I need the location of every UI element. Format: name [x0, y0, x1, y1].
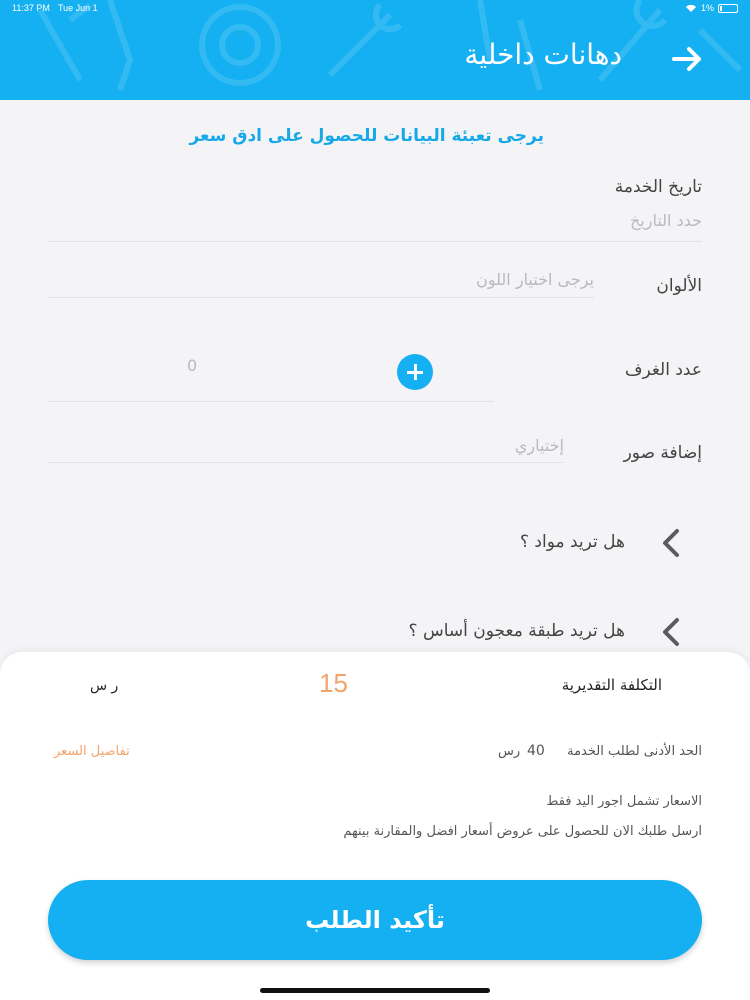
service-date-field[interactable]: حدد التاريخ	[629, 211, 702, 230]
price-details-link[interactable]: تفاصيل السعر	[54, 744, 130, 759]
base-coat-question: هل تريد طبقة معجون أساس ؟	[408, 621, 625, 641]
add-room-button[interactable]	[397, 354, 433, 390]
status-bar	[0, 3, 750, 17]
estimated-cost-value: 15	[319, 668, 348, 698]
status-date: Tue Jun 1	[58, 3, 98, 13]
status-time: 11:37 PM	[12, 3, 50, 13]
confirm-order-button[interactable]: تأكيد الطلب	[48, 880, 702, 960]
cost-summary-sheet	[0, 652, 750, 1000]
currency-label: ر س	[90, 678, 119, 694]
min-order-unit: رس	[498, 744, 521, 759]
min-order-value: 40	[527, 743, 545, 759]
photos-underline	[48, 462, 564, 463]
materials-question: هل تريد مواد ؟	[519, 532, 625, 552]
home-indicator[interactable]	[260, 988, 490, 993]
colors-field[interactable]: يرجى اختيار اللون	[476, 270, 594, 289]
battery-icon	[718, 4, 738, 13]
rooms-underline	[48, 401, 494, 402]
arrow-right-icon[interactable]	[670, 42, 704, 76]
offers-note: ارسل طلبك الان للحصول على عروض أسعار افضل والمقارنة بينهم	[343, 824, 702, 839]
rooms-label: عدد الغرف	[624, 360, 702, 380]
rooms-count: 0	[187, 356, 198, 375]
chevron-left-icon[interactable]	[660, 617, 682, 647]
estimated-cost-label: التكلفة التقديرية	[561, 676, 662, 694]
service-date-underline	[48, 241, 702, 242]
chevron-left-icon[interactable]	[660, 528, 682, 558]
colors-underline	[48, 297, 594, 298]
min-order-label: الحد الأدنى لطلب الخدمة	[567, 744, 702, 759]
app-header	[0, 0, 750, 100]
photos-field[interactable]: إختياري	[514, 436, 564, 455]
status-right	[685, 3, 738, 13]
photos-label: إضافة صور	[623, 443, 702, 463]
colors-label: الألوان	[656, 276, 702, 296]
form-subtitle: يرجى تعبئة البيانات للحصول على ادق سعر	[189, 126, 544, 146]
labor-note: الاسعار تشمل اجور اليد فقط	[546, 794, 702, 809]
battery-percent: 1%	[700, 3, 714, 13]
service-date-label: تاريخ الخدمة	[614, 177, 702, 197]
wifi-icon	[685, 4, 697, 13]
page-title: دهانات داخلية	[464, 38, 622, 71]
